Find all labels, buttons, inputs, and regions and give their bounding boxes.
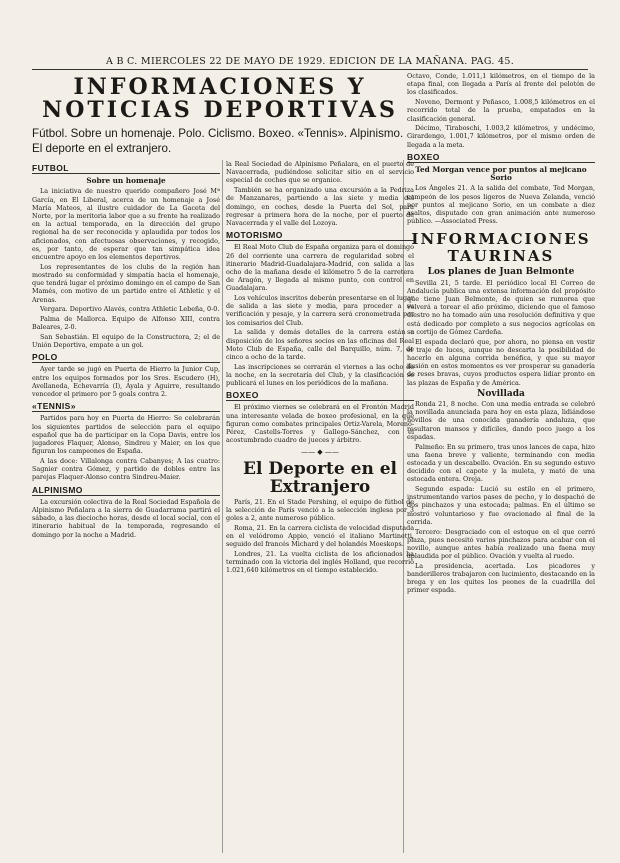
page-headline: INFORMACIONES Y NOTICIAS DEPORTIVAS [42,74,398,123]
section-tennis: «TENNIS» [32,402,220,412]
paragraph: San Sebastián. El equipo de la Constructora, 2; el de Unión Deportiva, empate a un gol. [32,332,220,350]
paragraph: La presidencia, acertada. Los picadores y banderilleros trabajaron con lucimiento, destacando en la brega y en los quites los peones de la cuadrilla del primer espada. [407,561,595,595]
paragraph: Palmeño: En su primero, tras unos lances de capa, hizo una faena breve y valiente, terminando con media estocada y un descabello. Ovación. En su segundo estuvo decidido con el capote y la muleta, y mató de una estocada entera. Oreja. [407,442,595,484]
paragraph: También se ha organizado una excursión a la Pedriza de Manzanares, partiendo a las siete y media del domingo, en coches, desde la Puerta del Sol, para regresar a primera hora de la noche, por el puerto de Navacerrada y el valle del Lozoya. [226,186,414,227]
running-head: A B C. MIERCOLES 22 DE MAYO DE 1929. EDICION DE LA MAÑANA. PAG. 45. [105,56,515,67]
paragraph: La iniciativa de nuestro querido compañero José Mª García, en El Liberal, acerca de un homenaje a José María Mateos, al ilustre cuidador de La Gaceta del Norte, por la meritoria labor que a su frente ha realizado en la actual temporada, en la dirección del grupo regional ha de ser reconocida y aplaudida por todos los aficionados, con afectuosas observaciones, y recogido, es, por tanto, de esperar que tan simpática idea encuentre apoyo en los elementos deportivos. [32,187,220,262]
paragraph: Los vehículos inscritos deberán presentarse en el lugar de salida a las siete y media, para proceder a su verificación y pesaje, y la carrera será cronometrada por los comisarios del Club. [226,294,414,327]
section-alpinismo: ALPINISMO [32,486,220,496]
paragraph: A las doce: Villalonga contra Cabanyes; A las cuatro: Sagnier contra Gómez, y partido de dobles entre las parejas Flaquer-Alonso contra Sindreu-Maier. [32,457,220,482]
boxeo-title: Ted Morgan vence por puntos al mejicano Sorio [415,165,587,183]
column-1 [32,160,220,853]
section-polo: POLO [32,353,220,363]
taurinas-heading: INFORMACIONES TAURINAS [411,230,591,266]
paragraph: Las inscripciones se cerrarán el viernes a las ocho de la noche, en la secretaría del Club, y la clasificación se publicará el lunes en los periódicos de la mañana. [226,362,414,388]
paragraph: Palma de Mallorca. Equipo de Alfonso XIII, contra Baleares, 2-0. [32,314,220,332]
paragraph: Partidos para hoy en Puerta de Hierro: Se celebrarán los siguientes partidos de selección para el equipo español que ha de participar en la Copa Davis, entre los jugadores Flaquer, Alonso, Sindreu y Maier, en los que figuran los campeones de España. [32,414,220,456]
paragraph: El próximo viernes se celebrará en el Frontón Madrid una interesante velada de boxeo profesional, en la que figuran como combates principales Ortiz-Varela, Moreno-Pérez, Castells-Torres y Gallego-Sánchez, con el acostumbrado cuadro de jueces y árbitro. [226,403,414,445]
extranjero-title: El Deporte en el Extranjero [242,458,398,497]
header-rule [32,69,588,70]
column-divider [222,160,223,853]
column-2 [226,160,414,853]
paragraph: El Real Moto Club de España organiza para el domingo 26 del corriente una carrera de regularidad sobre el itinerario Madrid-Guadalajara-Madrid, con salida a las ocho de la mañana desde el kilómetro 5 de la carretera de Aragón, y llegada al mismo punto, con control en Guadalajara. [226,243,414,293]
column-3 [407,72,595,853]
section-boxeo: BOXEO [407,153,595,163]
section-futbol: FUTBOL [32,164,220,174]
paragraph: Ayer tarde se jugó en Puerta de Hierro la Junior Cup, entre los equipos formados por los Sres. Escudero (H), Avellaneda, Echevarría (I), Ayala y Aguirre, resultando vencedor el primero por 5 goals contra 2. [32,365,220,399]
section-motorismo: MOTORISMO [226,231,414,241]
paragraph: la Real Sociedad de Alpinismo Peñalara, en el puerto de Navacerrada, pudiéndose solicitar sitio en el servicio especial de coches que se organice. [226,160,414,185]
paragraph: Londres, 21. La vuelta ciclista de los aficionados ha terminado con la victoria del inglés Holland, que recorrió 1.021,640 kilómetros en el tiempo establecido. [226,549,414,575]
paragraph: Vergara. Deportivo Alavés, contra Athletic Lebeña, 0-0. [40,305,220,314]
paragraph: El espada declaró que, por ahora, no piensa en vestir el traje de luces, aunque no descarta la posibilidad de hacerlo en alguna corrida benéfica, y que su mayor ilusión en estos momentos es ver prosperar su ganadería de reses bravas, cuyos productos espera lidiar pronto en las plazas de España y de América. [407,337,595,387]
paragraph: Segundo espada: Lució su estilo en el primero, instrumentando varios pases de pecho, y lo despachó de dos pinchazos y una estocada; palmas. En el último se mostró voluntarioso y fue ovacionado al final de la corrida. [407,485,595,526]
paragraph: Tercero: Desgraciado con el estoque en el que cerró plaza, pues necesitó varios pinchazos para acabar con el novillo, aunque antes había realizado una faena muy aplaudida por el público. Ovación y vuelta al ruedo. [407,527,595,561]
paragraph: Los Ángeles 21. A la salida del combate, Ted Morgan, campeón de los pesos ligeros de Nueva Zelanda, venció por puntos al mejicano Sorio, en un combate a diez asaltos, disputado con gran animación ante numeroso público. —Associated Press. [407,184,595,226]
section-boxeo: BOXEO [226,391,414,401]
paragraph: La excursión colectiva de la Real Sociedad Española de Alpinismo Peñalara a la sierra de Guadarrama partirá el sábado, a las dieciocho horas, desde el local social, con el itinerario habitual de la temporada, regresando el domingo por la noche a Madrid. [32,497,220,539]
novillada-title: Novillada [477,388,525,399]
paragraph: Ronda 21, 8 noche. Con una media entrada se celebró la novillada anunciada para hoy en esta plaza, lidiándose novillos de una conocida ganadería andaluza, que resultaron mansos y difíciles, dando poco juego a los espadas. [407,400,595,441]
paragraph: Décimo, Tiraboschi, 1.003,2 kilómetros, y undécimo, Girardengo, 1.001,7 kilómetros, por el mismo orden de llegada a la meta. [407,124,595,149]
paragraph: Sevilla 21, 5 tarde. El periódico local El Correo de Andalucía publica una extensa información del propósito que tiene Juan Belmonte, de quien se rumorea que volverá a torear el año próximo, diciendo que el famoso diestro no ha tomado aún una resolución definitiva y que está dedicado por completo a sus negocios agrícolas en su cortijo de Gómez Cardeña. [407,278,595,336]
paragraph: La salida y demás detalles de la carrera están a disposición de los señores socios en las oficinas del Real Moto Club de España, calle del Barquillo, núm. 7, de cinco a ocho de la tarde. [226,328,414,361]
paragraph: Roma, 21. En la carrera ciclista de velocidad disputada en el velódromo Appio, venció el italiano Martinetti, seguido del francés Michard y del holandés Moeskops. [226,523,414,549]
homenaje-title: Sobre un homenaje [86,176,166,186]
ornament-divider: —— ◆ —— [301,447,339,456]
paragraph: Los representantes de los clubs de la región han mostrado su conformidad y simpatía hacia el homenaje, que tendrá lugar el próximo domingo en el campo de San Mamés, con motivo de un partido entre el Athletic y el Arenas. [32,262,220,304]
paragraph: París, 21. En el Stade Pershing, el equipo de fútbol de la selección de París venció a la selección inglesa por 3 goles a 2, ante numeroso público. [226,497,414,523]
taurinas-title: Los planes de Juan Belmonte [427,267,575,278]
headline-dek: Fútbol. Sobre un homenaje. Polo. Ciclismo. Boxeo. «Tennis». Alpinismo. El deporte en el extranjero. [32,127,404,155]
paragraph: Octavo, Conde, 1.011,1 kilómetros, en el tiempo de la etapa final, con llegada a París al frente del pelotón de los clasificados. [407,72,595,97]
paragraph: Noveno, Dermont y Peñasco, 1.008,5 kilómetros en el recorrido total de la prueba, empatados en la clasificación general. [407,98,595,123]
